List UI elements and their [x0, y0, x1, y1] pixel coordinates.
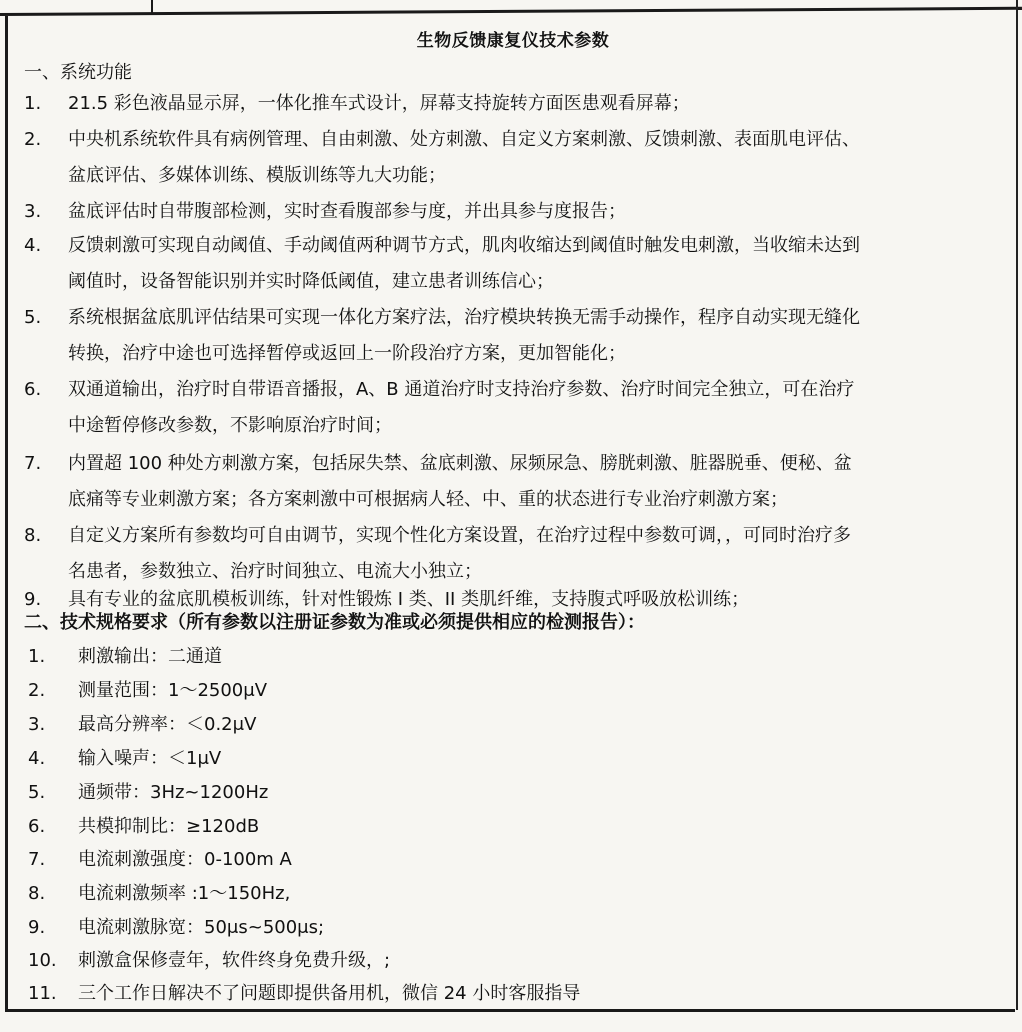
item-number: 5. [24, 307, 42, 328]
item-number: 6. [24, 379, 42, 400]
item-number: 10. [28, 950, 57, 971]
item-text: 三个工作日解决不了问题即提供备用机，微信 24 小时客服指导 [78, 983, 581, 1004]
item-text: 电流刺激脉宽：50μs~500μs; [78, 917, 325, 938]
item-line: 名患者，参数独立、治疗时间独立、电流大小独立； [68, 561, 482, 582]
item-text: 输入噪声：＜1μV [78, 748, 222, 769]
item-number: 5. [28, 782, 46, 803]
item-line: 双通道输出，治疗时自带语音播报，A、B 通道治疗时支持治疗参数、治疗时间完全独立，可在治疗 [68, 379, 855, 400]
table-top-border [0, 7, 1022, 16]
item-line: 转换，治疗中途也可选择暂停或返回上一阶段治疗方案，更加智能化； [68, 343, 626, 364]
item-line: 内置超 100 种处方刺激方案，包括尿失禁、盆底刺激、尿频尿急、膀胱刺激、脏器脱垂、便秘、盆 [68, 453, 852, 474]
item-line: 底痛等专业刺激方案；各方案刺激中可根据病人轻、中、重的状态进行专业治疗刺激方案； [68, 489, 788, 510]
item-line: 阈值时，设备智能识别并实时降低阈值，建立患者训练信心； [68, 271, 554, 292]
item-number: 6. [28, 816, 46, 837]
section-heading-technical-specs: 二、技术规格要求（所有参数以注册证参数为准或必须提供相应的检测报告）： [24, 612, 645, 633]
item-number: 4. [24, 235, 42, 256]
item-line: 盆底评估时自带腹部检测，实时查看腹部参与度，并出具参与度报告； [68, 201, 626, 222]
item-line: 反馈刺激可实现自动阈值、手动阈值两种调节方式，肌肉收缩达到阈值时触发电刺激，当收缩未达到 [68, 235, 860, 256]
item-text [68, 446, 1013, 518]
item-text: 刺激盒保修壹年，软件终身免费升级，; [78, 950, 391, 971]
item-number: 8. [24, 525, 42, 546]
item-text [68, 86, 1013, 122]
item-number: 1. [24, 93, 42, 114]
item-text: 电流刺激强度：0-100m A [78, 849, 292, 870]
item-line: 系统根据盆底肌评估结果可实现一体化方案疗法，治疗模块转换无需手动操作，程序自动实现无缝化 [68, 307, 860, 328]
item-line: 中央机系统软件具有病例管理、自由刺激、处方刺激、自定义方案刺激、反馈刺激、表面肌电评估、 [68, 129, 860, 150]
item-number: 3. [28, 714, 46, 735]
item-text [68, 228, 1013, 300]
item-number: 11. [28, 983, 57, 1004]
section-heading-system-functions: 一、系统功能 [24, 62, 132, 83]
item-number: 1. [28, 646, 46, 667]
item-line: 盆底评估、多媒体训练、模版训练等九大功能； [68, 165, 446, 186]
item-number: 2. [24, 129, 42, 150]
item-text [68, 372, 1013, 444]
item-number: 3. [24, 201, 42, 222]
item-text: 共模抑制比：≥120dB [78, 816, 260, 837]
item-text [68, 194, 1013, 230]
item-line: 具有专业的盆底肌模板训练，针对性锻炼 I 类、II 类肌纤维，支持腹式呼吸放松训练； [68, 589, 750, 610]
item-line: 中途暂停修改参数，不影响原治疗时间； [68, 415, 392, 436]
document-table-cell [5, 16, 1015, 1012]
item-number: 4. [28, 748, 46, 769]
item-text [68, 122, 1013, 194]
item-number: 9. [24, 589, 42, 610]
item-text [68, 300, 1013, 372]
item-text: 通频带：3Hz~1200Hz [78, 782, 269, 803]
item-number: 2. [28, 680, 46, 701]
item-text: 电流刺激频率 :1～150Hz, [78, 883, 291, 904]
item-text: 最高分辨率：＜0.2μV [78, 714, 257, 735]
item-text: 测量范围：1～2500μV [78, 680, 268, 701]
item-text: 刺激输出：二通道 [78, 646, 222, 667]
item-text [68, 518, 1013, 590]
item-line: 21.5 彩色液晶显示屏，一体化推车式设计，屏幕支持旋转方面医患观看屏幕； [68, 93, 690, 114]
item-number: 9. [28, 917, 46, 938]
item-number: 7. [24, 453, 42, 474]
item-number: 7. [28, 849, 46, 870]
document-title: 生物反馈康复仪技术参数 [416, 31, 610, 51]
item-number: 8. [28, 883, 46, 904]
item-line: 自定义方案所有参数均可自由调节，实现个性化方案设置，在治疗过程中参数可调，，可同时治疗多 [68, 525, 851, 546]
